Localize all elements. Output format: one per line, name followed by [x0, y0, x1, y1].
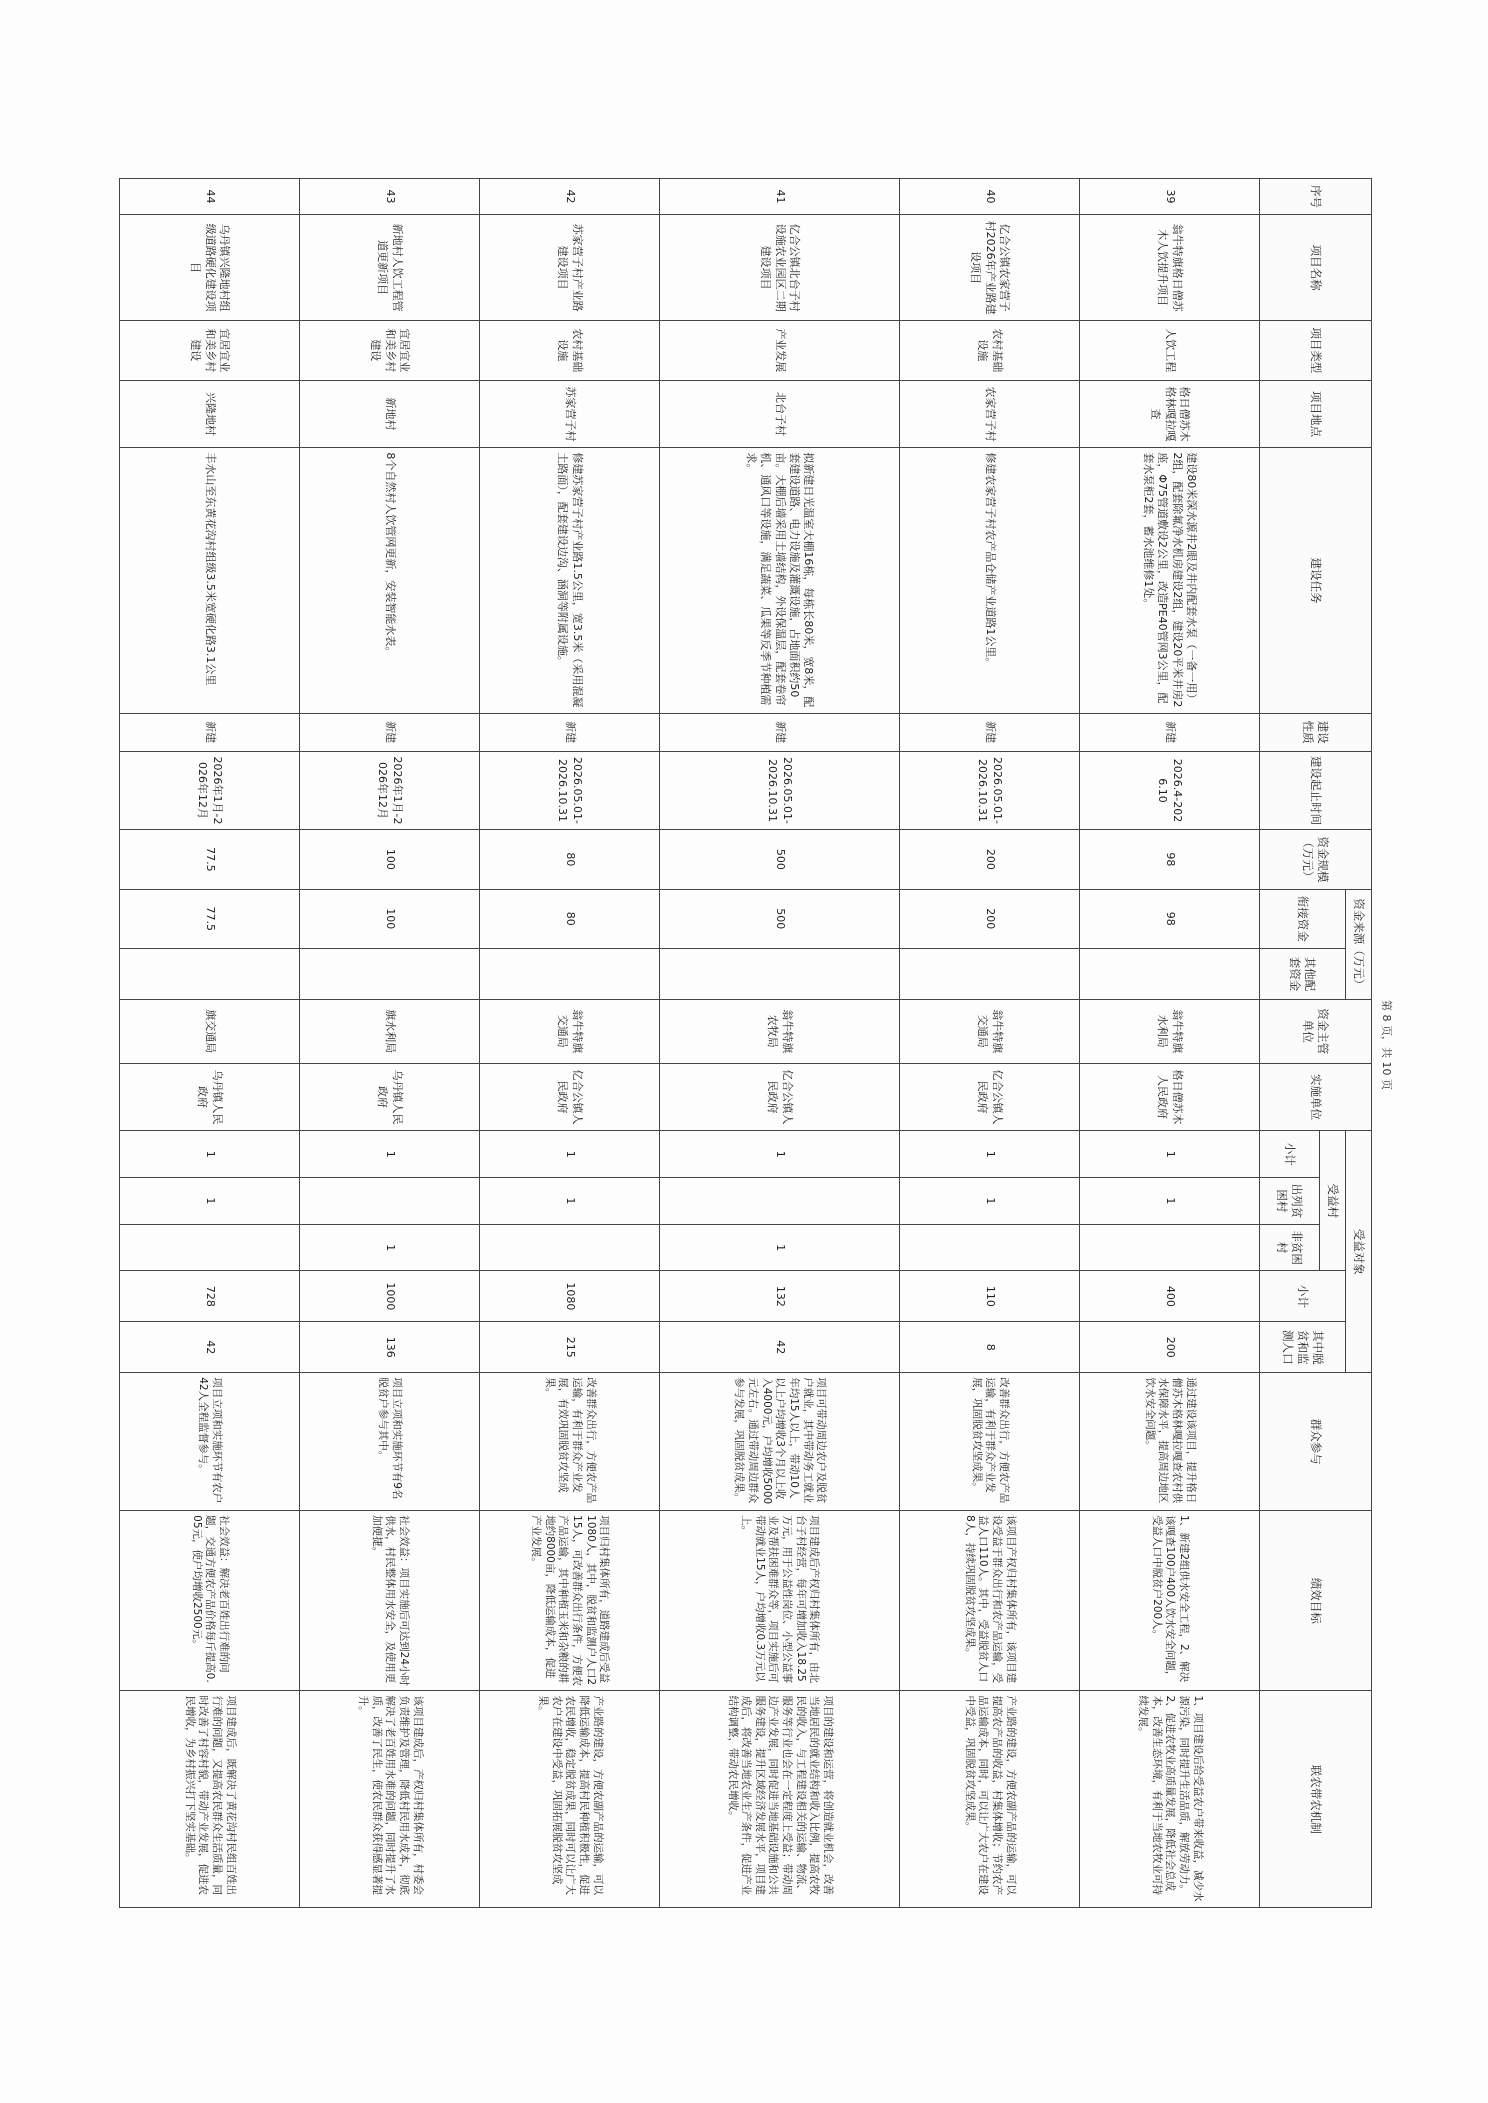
cell-other [480, 949, 660, 1000]
cell-participation: 项目可带动周边农户及脱贫户就业，其中带动务工就业年均15人以上，带动10人以上户均增收3个月以上收入4000元，户均增收5000元左右。通过带动周边群众参与发展，巩固脱贫成果。 [660, 1373, 900, 1511]
header-non-poverty: 非贫困村 [1260, 1224, 1320, 1271]
cell-other [660, 949, 900, 1000]
cell-location: 农家营子村 [900, 380, 1080, 448]
cell-nature: 新建 [900, 713, 1080, 751]
table-row [900, 179, 1080, 1908]
cell-seq: 40 [900, 179, 1080, 215]
cell-other [300, 949, 480, 1000]
cell-non-poverty [1080, 1224, 1260, 1271]
cell-nature: 新建 [120, 713, 300, 751]
cell-out-poverty: 1 [480, 1178, 660, 1225]
table-row [300, 179, 480, 1908]
cell-participation: 项目立项和实施环节有农户42人全程监督参与。 [120, 1373, 300, 1511]
table-row [660, 179, 900, 1908]
cell-type: 农村基础设施 [480, 321, 660, 380]
cell-location: 兴隆地村 [120, 380, 300, 448]
cell-content: 建设80米深水源井2眼及井内配套水泵（一备一用）2组，配套除氟净水机房建设2组，建设20平米井房2座，Φ75管道敷设2公里，改造PE40管网3公里，配套水泵柜2套，蓄水池维修1处。 [1080, 448, 1260, 713]
header-ben-subtotal: 小计 [1260, 1271, 1346, 1322]
header-content: 建设任务 [1260, 448, 1372, 713]
cell-supervisor: 翁牛特旗农牧局 [660, 999, 900, 1063]
cell-ben-subtotal: 1000 [300, 1271, 480, 1322]
cell-goals: 项目归村集体所有，道路建成后受益1080人，其中，脱贫和监测户人口215人，可改善群众出行条件，方便农产品运输，其中种植玉米和杂粮的耕地约8000亩，降低运输成本，促进产业发展。 [480, 1511, 660, 1691]
header-other: 其他配套资金 [1260, 949, 1346, 1000]
cell-type: 人饮工程 [1080, 321, 1260, 380]
cell-content: 修建苏家营子村产业路1.5公里，宽3.5米（采用混凝土路面），配套建设边沟、涵洞等附属设施。 [480, 448, 660, 713]
cell-ben-poor: 42 [120, 1322, 300, 1373]
cell-location: 格日僧苏木格林嘎拉嘎查 [1080, 380, 1260, 448]
cell-seq: 44 [120, 179, 300, 215]
cell-total: 98 [1080, 830, 1260, 889]
header-fund-group: 资金来源（万元） [1346, 889, 1372, 999]
cell-out-poverty [660, 1178, 900, 1225]
cell-supervisor: 旗交通局 [120, 999, 300, 1063]
cell-total: 80 [480, 830, 660, 889]
table-row [480, 179, 660, 1908]
cell-fiscal: 77.5 [120, 889, 300, 948]
cell-period: 2026.4-2026.10 [1080, 751, 1260, 829]
cell-goals: 社会效益：解决老百姓出行难的问题，交通方便农产品价格每斤提高0.05元，使户均增收2500元。 [120, 1511, 300, 1691]
page-number: 第 8 页，共 10 页 [1380, 1000, 1393, 1090]
header-goals: 绩效目标 [1260, 1511, 1372, 1691]
cell-supervisor: 翁牛特旗交通局 [480, 999, 660, 1063]
cell-participation: 项目立项和实施环节有9名脱贫户参与其中。 [300, 1373, 480, 1511]
cell-subtotal: 1 [660, 1131, 900, 1178]
cell-fiscal: 100 [300, 889, 480, 948]
header-supervisor: 资金主管单位 [1260, 999, 1372, 1063]
cell-ben-poor: 215 [480, 1322, 660, 1373]
cell-non-poverty: 1 [660, 1224, 900, 1271]
cell-out-poverty: 1 [120, 1178, 300, 1225]
header-implementer: 实施单位 [1260, 1063, 1372, 1131]
header-total: 资金规模（万元） [1260, 830, 1372, 889]
cell-nature: 新建 [480, 713, 660, 751]
cell-mechanism: 产业路的建设，方便农副产品的运输，可以提高农产品的收益，村集体增收；节约农产品运输成本，同时，可以让广大农户在建设中受益，巩固脱贫攻坚成果。 [900, 1691, 1080, 1908]
cell-goals: 1、新建2组供水安全工程，2、解决该嘎查100户400人饮水安全问题，受益人口中脱贫户200人。 [1080, 1511, 1260, 1691]
cell-period: 2026年1月-2026年12月 [300, 751, 480, 829]
cell-period: 2026.05.01-2026.10.31 [660, 751, 900, 829]
cell-name: 亿合公镇农家营子村2026年产业路建设项目 [900, 215, 1080, 321]
cell-seq: 41 [660, 179, 900, 215]
cell-fiscal: 80 [480, 889, 660, 948]
cell-location: 苏家营子村 [480, 380, 660, 448]
cell-ben-subtotal: 132 [660, 1271, 900, 1322]
header-village-group: 受益村 [1320, 1131, 1346, 1271]
cell-total: 200 [900, 830, 1080, 889]
project-table [119, 178, 1372, 1908]
cell-other [1080, 949, 1260, 1000]
cell-nature: 新建 [1080, 713, 1260, 751]
header-participation: 群众参与 [1260, 1373, 1372, 1511]
cell-participation: 改善群众出行，方便农产品运输，有利于群众产业发展，有效巩固脱贫攻坚成果。 [480, 1373, 660, 1511]
header-nature: 建设性质 [1260, 713, 1372, 751]
cell-fiscal: 98 [1080, 889, 1260, 948]
cell-implementer: 乌丹镇人民政府 [120, 1063, 300, 1131]
header-beneficiary-group: 受益对象 [1346, 1131, 1372, 1373]
cell-fiscal: 200 [900, 889, 1080, 948]
cell-ben-poor: 8 [900, 1322, 1080, 1373]
cell-ben-poor: 200 [1080, 1322, 1260, 1373]
cell-type: 农村基础设施 [900, 321, 1080, 380]
cell-type: 宜居宜业和美乡村建设 [120, 321, 300, 380]
cell-total: 100 [300, 830, 480, 889]
cell-seq: 39 [1080, 179, 1260, 215]
cell-supervisor: 翁牛特旗交通局 [900, 999, 1080, 1063]
header-mechanism: 联农带农机制 [1260, 1691, 1372, 1908]
cell-content: 8个自然村人饮管网更新，安装智能水表。 [300, 448, 480, 713]
table-row [120, 179, 300, 1908]
cell-mechanism: 产业路的建设，方便农副产品的运输，可以降低运输成本，提高村民种植积极性，促进农民增收，稳定脱贫成果，同时可以让广大农户在建设中受益，巩固拓展脱贫攻坚成果。 [480, 1691, 660, 1908]
header-out-poverty: 出列贫困村 [1260, 1178, 1320, 1225]
cell-non-poverty [900, 1224, 1080, 1271]
header-subtotal: 小计 [1260, 1131, 1320, 1178]
cell-other [900, 949, 1080, 1000]
cell-mechanism: 项目建成后，既解决了黄花沟村民组百姓出行难的问题，又提高农民群众生活质量，同时改善了村容村貌，带动产业发展，促进农民增收，为乡村振兴打下坚实基础。 [120, 1691, 300, 1908]
cell-nature: 新建 [300, 713, 480, 751]
cell-ben-subtotal: 110 [900, 1271, 1080, 1322]
cell-fiscal: 500 [660, 889, 900, 948]
cell-name: 翁牛特旗格日僧苏木人饮提升项目 [1080, 215, 1260, 321]
header-period: 建设起止时间 [1260, 751, 1372, 829]
cell-ben-subtotal: 400 [1080, 1271, 1260, 1322]
cell-ben-subtotal: 1080 [480, 1271, 660, 1322]
cell-participation: 改善群众出行，方便农产品运输，有利于群众产业发展，巩固脱贫攻坚成果。 [900, 1373, 1080, 1511]
cell-seq: 43 [300, 179, 480, 215]
cell-out-poverty: 1 [1080, 1178, 1260, 1225]
cell-content: 丰水山至东黄花沟村组级3.5米宽硬化路3.1公里 [120, 448, 300, 713]
cell-name: 苏家营子村产业路建设项目 [480, 215, 660, 321]
cell-ben-poor: 136 [300, 1322, 480, 1373]
cell-subtotal: 1 [480, 1131, 660, 1178]
cell-location: 北台子村 [660, 380, 900, 448]
cell-non-poverty: 1 [300, 1224, 480, 1271]
cell-implementer: 乌丹镇人民政府 [300, 1063, 480, 1131]
cell-name: 乌丹镇兴隆地村组级道路硬化建设项目 [120, 215, 300, 321]
cell-supervisor: 翁牛特旗水利局 [1080, 999, 1260, 1063]
cell-period: 2026年1月-2026年12月 [120, 751, 300, 829]
cell-ben-poor: 42 [660, 1322, 900, 1373]
cell-implementer: 亿合公镇人民政府 [900, 1063, 1080, 1131]
header-seq: 序号 [1260, 179, 1372, 215]
cell-nature: 新建 [660, 713, 900, 751]
cell-total: 77.5 [120, 830, 300, 889]
cell-mechanism: 该项目建成后，产权归村集体所有，村委会负责维护及管理，降低村民用水成本，彻底解决了老百姓用水难的问题，同时提升了水质，改善了民生，使农民群众获得感显著提升。 [300, 1691, 480, 1908]
cell-goals: 项目建成后产权归村集体所有，由北台子村经营，每年可增加收入18.25万元，用于公益性岗位、小型公益事业及帮扶困难群众等，项目实施后可带动就业15人，户均增收0.3万元以上。 [660, 1511, 900, 1691]
rotated-table-container [100, 178, 1372, 1908]
header-location: 项目地点 [1260, 380, 1372, 448]
cell-type: 宜居宜业和美乡村建设 [300, 321, 480, 380]
cell-out-poverty: 1 [900, 1178, 1080, 1225]
cell-implementer: 亿合公镇人民政府 [660, 1063, 900, 1131]
cell-goals: 社会效益：项目实施后可达到24小时供水，村民整体用水安全，及使用更加便捷。 [300, 1511, 480, 1691]
cell-name: 新地村人饮工程管道更新项目 [300, 215, 480, 321]
cell-content: 拟新建日光温室大棚16栋，每栋长80米，宽8米，配套建设道路、电力设施及灌溉设施，占地面积约50亩。大棚后墙采用土墙结构，外设保温层，配套卷帘机、通风口等设施，满足蔬菜、瓜果等反季节种植需求。 [660, 448, 900, 713]
cell-subtotal: 1 [900, 1131, 1080, 1178]
header-ben-poor: 其中脱贫和监测人口 [1260, 1322, 1346, 1373]
cell-subtotal: 1 [300, 1131, 480, 1178]
cell-content: 修建农家营子村农产品仓储产业道路1公里。 [900, 448, 1080, 713]
cell-implementer: 格日僧苏木人民政府 [1080, 1063, 1260, 1131]
cell-implementer: 亿合公镇人民政府 [480, 1063, 660, 1131]
cell-period: 2026.05.01-2026.10.31 [900, 751, 1080, 829]
cell-non-poverty [120, 1224, 300, 1271]
cell-other [120, 949, 300, 1000]
cell-seq: 42 [480, 179, 660, 215]
cell-goals: 该项目产权归村集体所有，该项目建设受益于群众出行和农产品运输，受益人口110人。其中，受益脱贫人口8人，持续巩固脱贫攻坚成果。 [900, 1511, 1080, 1691]
cell-participation: 通过建设该项目，提升格日僧苏木格林嘎拉嘎查农村供水保障水平，提高周边地区饮水安全问题。 [1080, 1373, 1260, 1511]
header-type: 项目类型 [1260, 321, 1372, 380]
header-fiscal: 衔接资金 [1260, 889, 1346, 948]
table-row [1080, 179, 1260, 1908]
cell-total: 500 [660, 830, 900, 889]
cell-mechanism: 项目的建设和运营，将创造就业机会，改善当地居民的就业结构和收入比例，提高农牧民的收入，与工程建设相关的运输、物流、服务等行业也会在一定程度上受益；带动周边产业发展，同时促进当地基础设施和公共服务建设，提升区域经济发展水平，项目建成后，将改善当地农业生产条件，促进产业结构调整，带动农民增收。 [660, 1691, 900, 1908]
cell-subtotal: 1 [1080, 1131, 1260, 1178]
cell-type: 产业发展 [660, 321, 900, 380]
cell-mechanism: 1、项目建设后给受益农户带来收益，减少水源污染，同时提升生活品质，解放劳动力。2、促进农牧业高质量发展，降低社会总成本，改善生态环境，有利于当地农牧业可持续发展。 [1080, 1691, 1260, 1908]
cell-non-poverty [480, 1224, 660, 1271]
cell-out-poverty [300, 1178, 480, 1225]
cell-ben-subtotal: 728 [120, 1271, 300, 1322]
cell-name: 亿合公镇北台子村设施农业园区二期建设项目 [660, 215, 900, 321]
cell-subtotal: 1 [120, 1131, 300, 1178]
header-name: 项目名称 [1260, 215, 1372, 321]
cell-location: 新地村 [300, 380, 480, 448]
cell-supervisor: 旗水利局 [300, 999, 480, 1063]
cell-period: 2026.05.01-2026.10.31 [480, 751, 660, 829]
